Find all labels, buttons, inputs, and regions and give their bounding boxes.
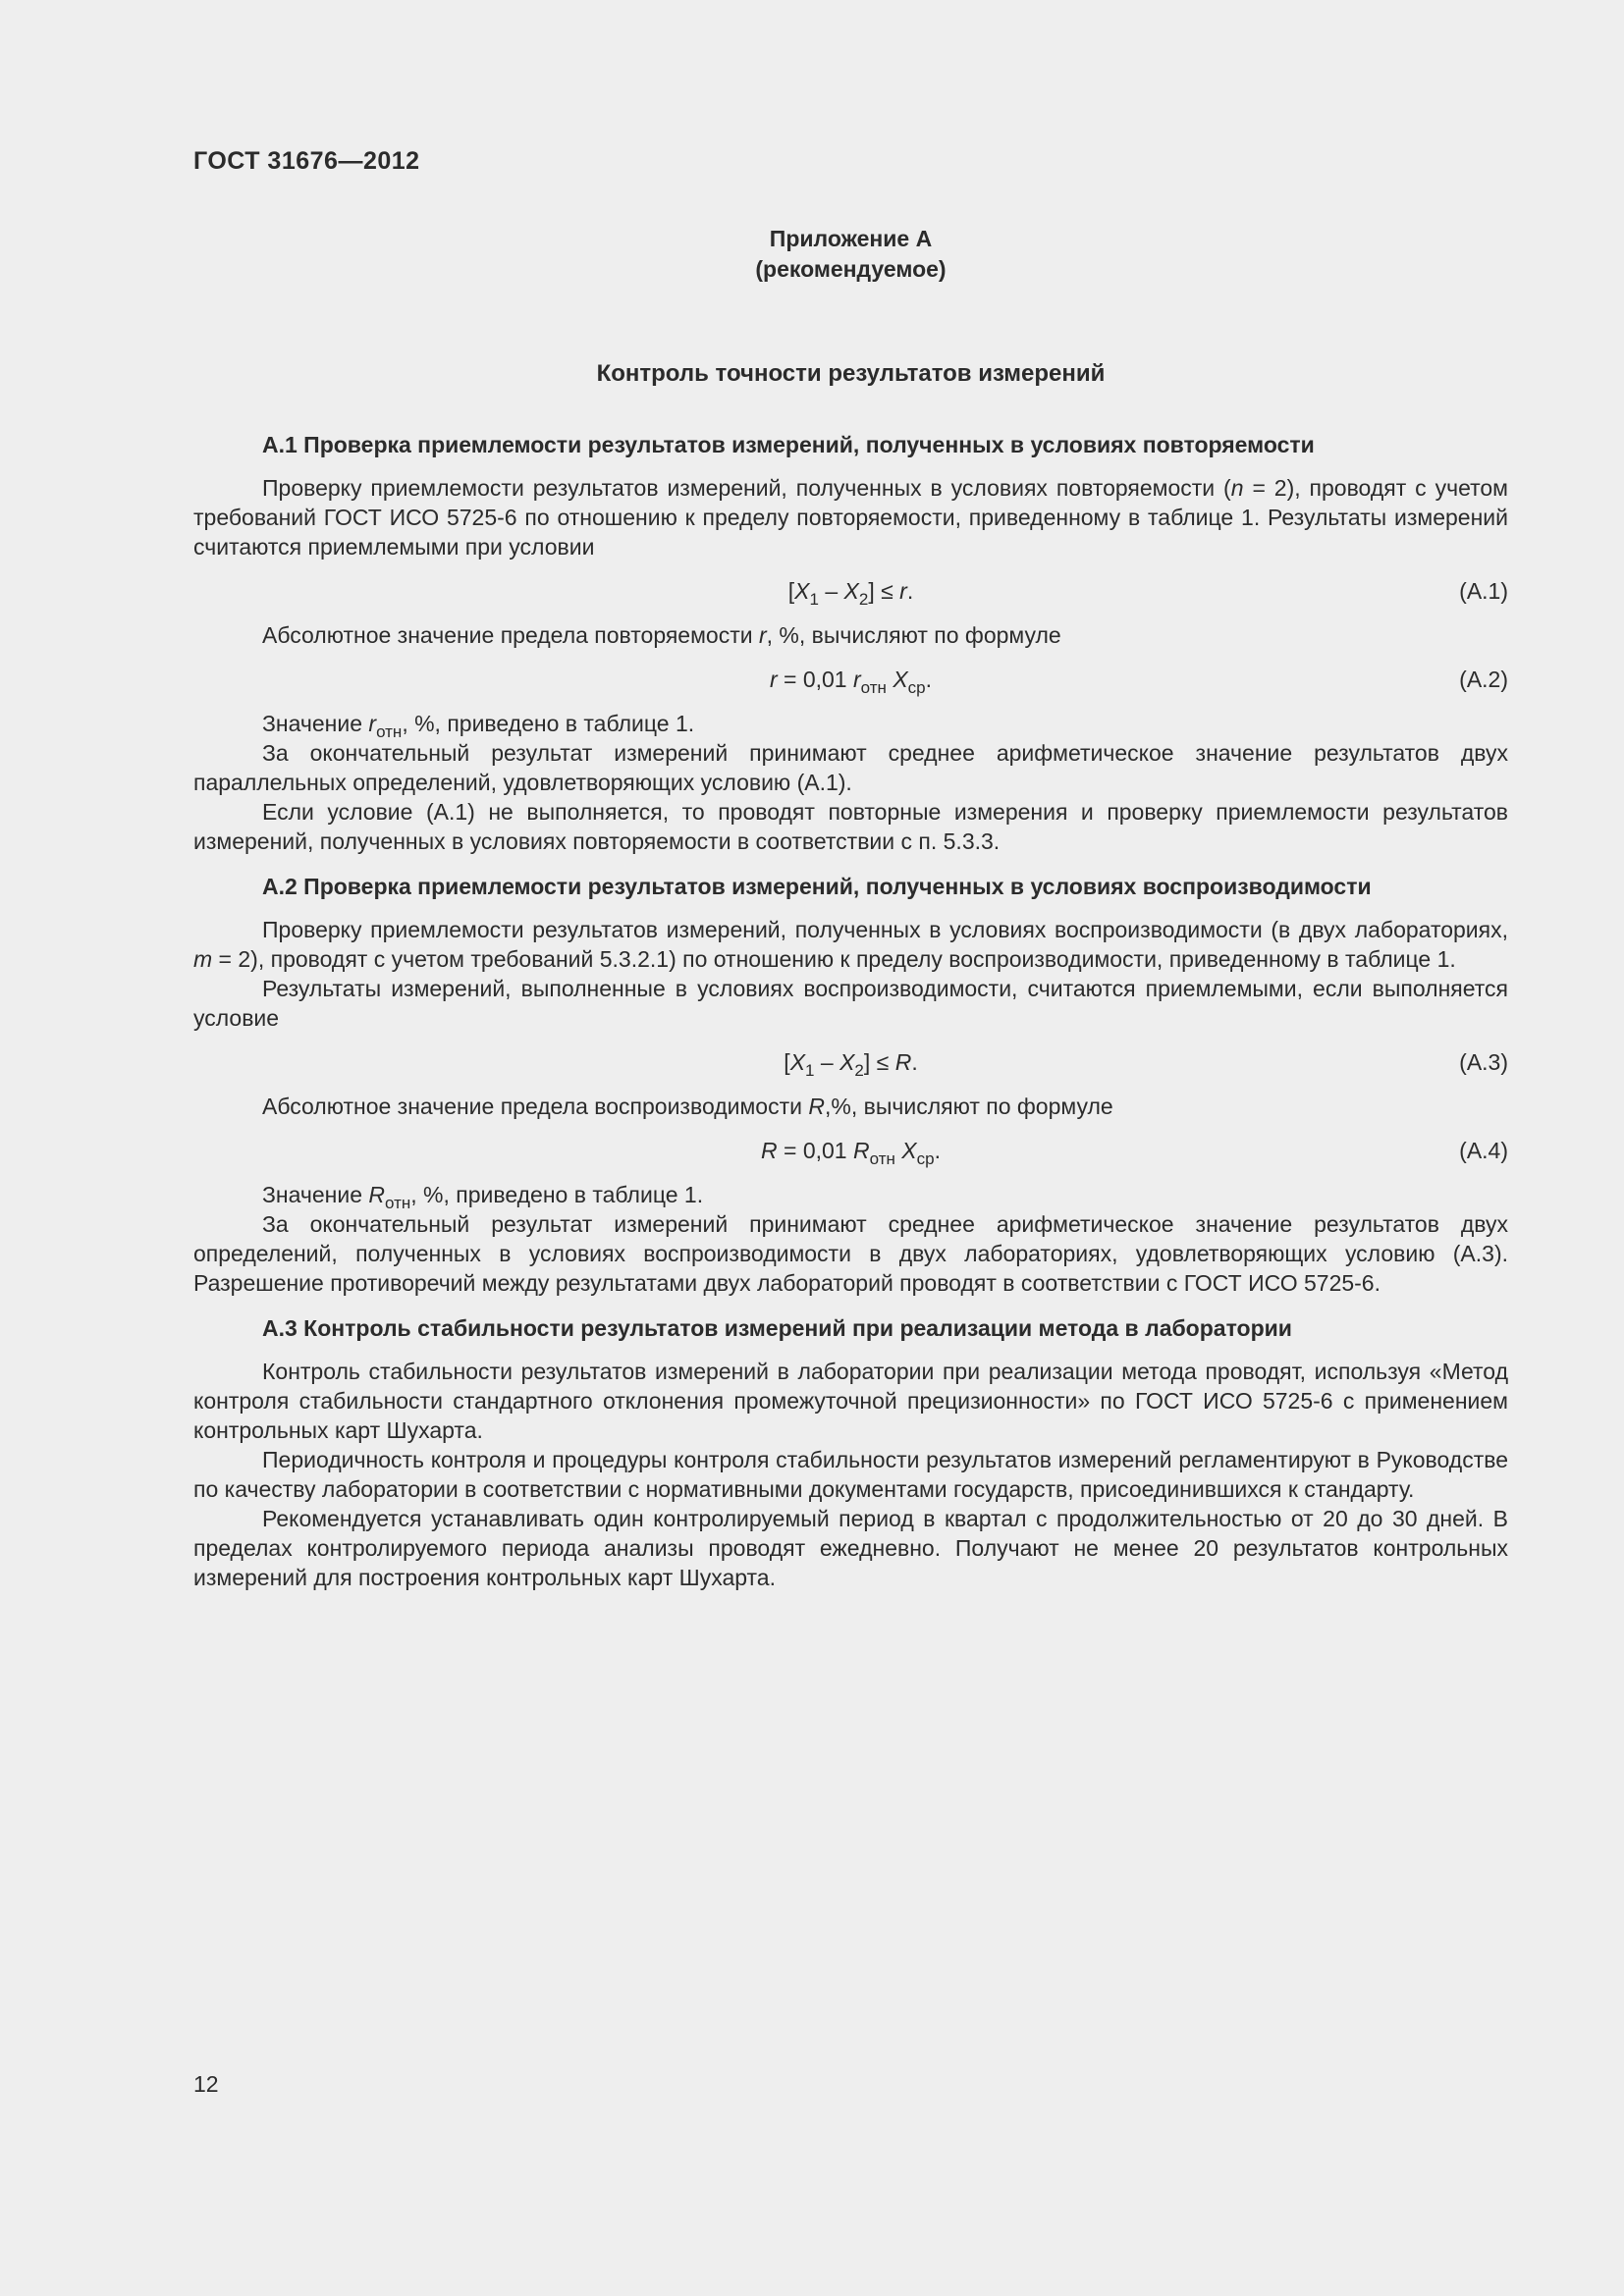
paragraph: Контроль стабильности результатов измерений в лаборатории при реализации метода проводят, используя «Метод контроля стабильности стандартного отклонения промежуточной прецизионности» по ГОСТ ИСО 5725-6 с применением контрольных карт Шухарта. (193, 1359, 1508, 1443)
paragraph: Значение $R_{отн}$, %, приведено в таблице 1. (262, 1182, 704, 1212)
paragraph: За окончательный результат измерений принимают среднее арифметическое значение результатов двух определений, полученных в условиях воспроизводимости в двух лабораториях, удовлетворяющих условию (А.3). Разрешение противоречий между результатами двух лабораторий проводят в соответствии с ГОСТ ИСО 5725-6. (193, 1211, 1508, 1296)
paragraph: Значение $r_{отн}$, %, приведено в таблице 1. (262, 711, 695, 741)
formula-expression: $[X_1 - X_2] \le R$. (784, 1049, 918, 1080)
annex-heading (193, 224, 1508, 285)
formula-expression: R = 0,01 $R_{отн}$ $X_{ср}$. (761, 1138, 941, 1168)
formula-a3 (193, 1047, 1508, 1080)
paragraph: Проверку приемлемости результатов измерений, полученных в условиях воспроизводимости (в двух лабораториях, m = 2), проводят с учетом требований 5.3.2.1) по отношению к пределу воспроизводимости, приведенному в таблице 1. (193, 917, 1508, 972)
paragraph: Если условие (А.1) не выполняется, то проводят повторные измерения и проверку приемлемости результатов измерений, полученных в условиях повторяемости в соответствии с п. 5.3.3. (193, 799, 1508, 854)
section-heading-a2: А.2 Проверка приемлемости результатов измерений, полученных в условиях воспроизводимости (262, 874, 1372, 899)
section-heading-a3: А.3 Контроль стабильности результатов измерений при реализации метода в лаборатории (262, 1315, 1292, 1341)
formula-expression: r = 0,01 $r_{отн}$ $X_{ср}$. (769, 667, 933, 697)
paragraph: Абсолютное значение предела повторяемости r, %, вычисляют по формуле (262, 622, 1061, 648)
formula-a4 (193, 1136, 1508, 1168)
paragraph: Рекомендуется устанавливать один контролируемый период в квартал с продолжительностью от 20 до 30 дней. В пределах контролируемого периода анализы проводят ежедневно. Получают не менее 20 результатов контрольных измерений для построения контрольных карт Шухарта. (193, 1506, 1508, 1590)
paragraph: Абсолютное значение предела воспроизводимости R,%, вычисляют по формуле (262, 1094, 1113, 1119)
paragraph: Результаты измерений, выполненные в условиях воспроизводимости, считаются приемлемыми, если выполняется условие (193, 976, 1508, 1031)
document-body (193, 224, 1508, 1592)
paragraph: Проверку приемлемости результатов измерений, полученных в условиях повторяемости (n = 2), проводят с учетом требований ГОСТ ИСО 5725-6 по отношению к пределу повторяемости, приведенному в таблице 1. Результаты измерений считаются приемлемыми при условии (193, 475, 1508, 560)
formula-number: (А.1) (1459, 578, 1508, 604)
formula-a1 (193, 576, 1508, 609)
annex-status: (рекомендуемое) (755, 256, 947, 282)
page-title: Контроль точности результатов измерений (596, 360, 1106, 387)
document-id: ГОСТ 31676—2012 (193, 147, 420, 175)
page-number: 12 (193, 2071, 219, 2097)
paragraph: Периодичность контроля и процедуры контроля стабильности результатов измерений регламентируют в Руководстве по качеству лаборатории в соответствии с нормативными документами государств, присоединившихся к стандарту. (193, 1447, 1508, 1502)
annex-title: Приложение А (769, 226, 933, 251)
formula-expression: $[X_1 - X_2] \le r$. (787, 578, 914, 609)
paragraph: За окончательный результат измерений принимают среднее арифметическое значение результатов двух параллельных определений, удовлетворяющих условию (А.1). (193, 740, 1508, 795)
section-heading-a1: А.1 Проверка приемлемости результатов измерений, полученных в условиях повторяемости (262, 432, 1315, 457)
formula-number: (А.3) (1459, 1049, 1508, 1075)
formula-a2 (193, 665, 1508, 697)
formula-number: (А.4) (1459, 1138, 1508, 1163)
formula-number: (А.2) (1459, 667, 1508, 692)
